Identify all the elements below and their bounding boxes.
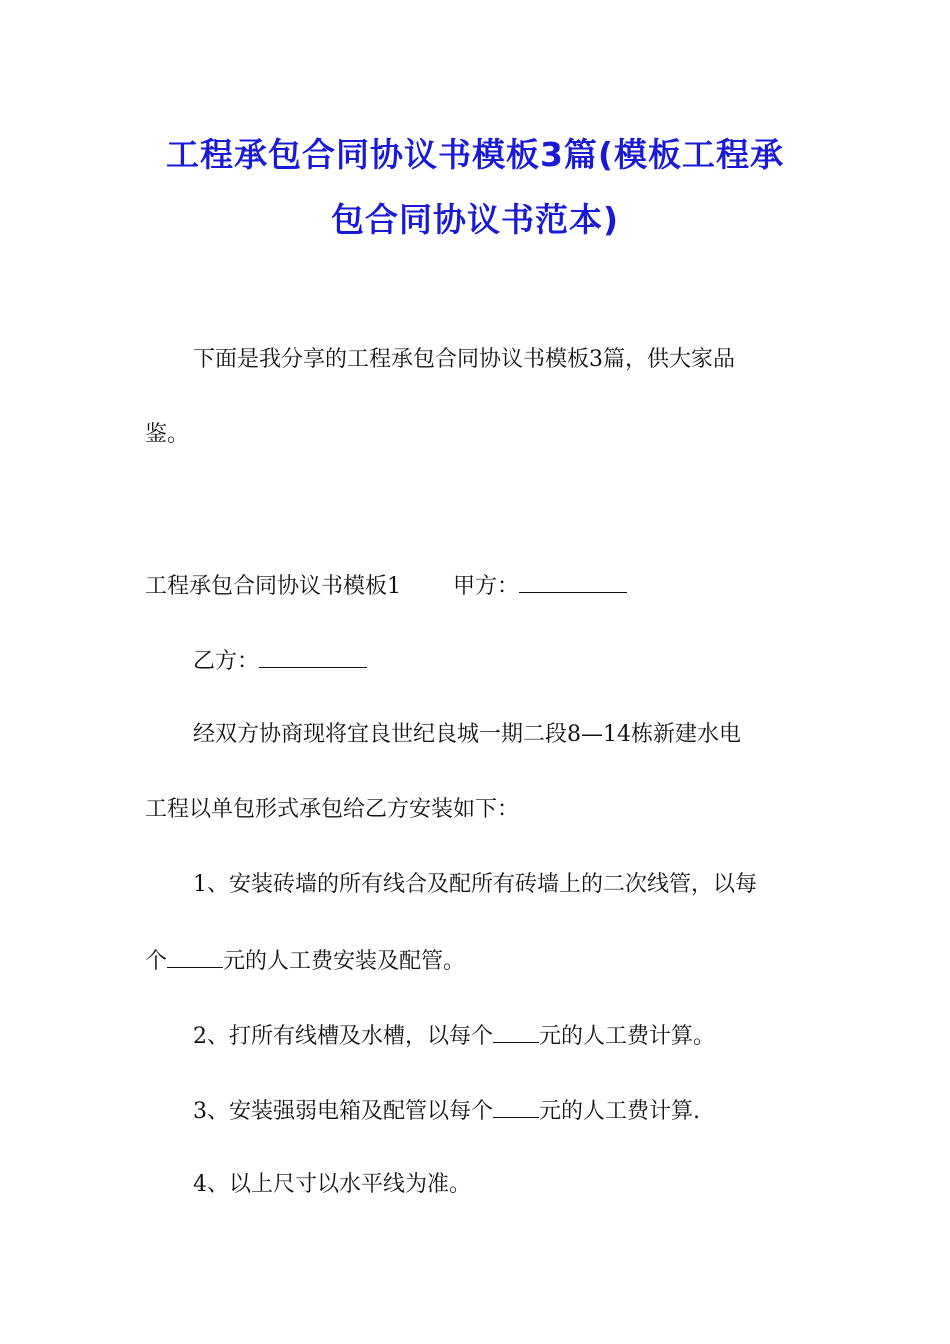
document-title-line-1: 工程承包合同协议书模板3篇(模板工程承 [165,135,785,174]
document-title-line-2: 包合同协议书范本) [330,200,620,239]
item-2 [193,1020,715,1052]
intro-line-2: 鉴。 [145,422,190,447]
party-a-blank [519,570,627,593]
item-2-blank [493,1020,539,1043]
item-3 [193,1095,700,1127]
item-1-prefix: 个 [145,949,168,974]
section-heading: 工程承包合同协议书模板1 [145,574,401,599]
item-2-suffix: 元的人工费计算。 [539,1024,716,1049]
party-b-label: 乙方： [193,649,260,674]
paragraph-1-line-1: 经双方协商现将宜良世纪良城一期二段8—14栋新建水电 [193,722,741,747]
item-3-blank [493,1095,539,1118]
item-1-blank [167,945,223,968]
item-1-suffix: 元的人工费安装及配管。 [223,949,466,974]
paragraph-1-line-2: 工程以单包形式承包给乙方安装如下： [145,797,520,822]
section-heading-row [145,570,627,602]
item-4: 4、以上尺寸以水平线为准。 [193,1172,471,1197]
intro-line-1: 下面是我分享的工程承包合同协议书模板3篇，供大家品 [193,347,735,372]
item-3-prefix: 3、安装强弱电箱及配管以每个 [193,1099,493,1124]
item-1-line-2 [145,945,465,977]
party-b-blank [259,645,367,668]
party-b-row [193,645,367,677]
item-1-line-1: 1、安装砖墙的所有线合及配所有砖墙上的二次线管，以每 [193,872,757,897]
party-a-label: 甲方： [453,574,520,599]
item-2-prefix: 2、打所有线槽及水槽，以每个 [193,1024,493,1049]
item-3-suffix: 元的人工费计算. [539,1099,700,1124]
